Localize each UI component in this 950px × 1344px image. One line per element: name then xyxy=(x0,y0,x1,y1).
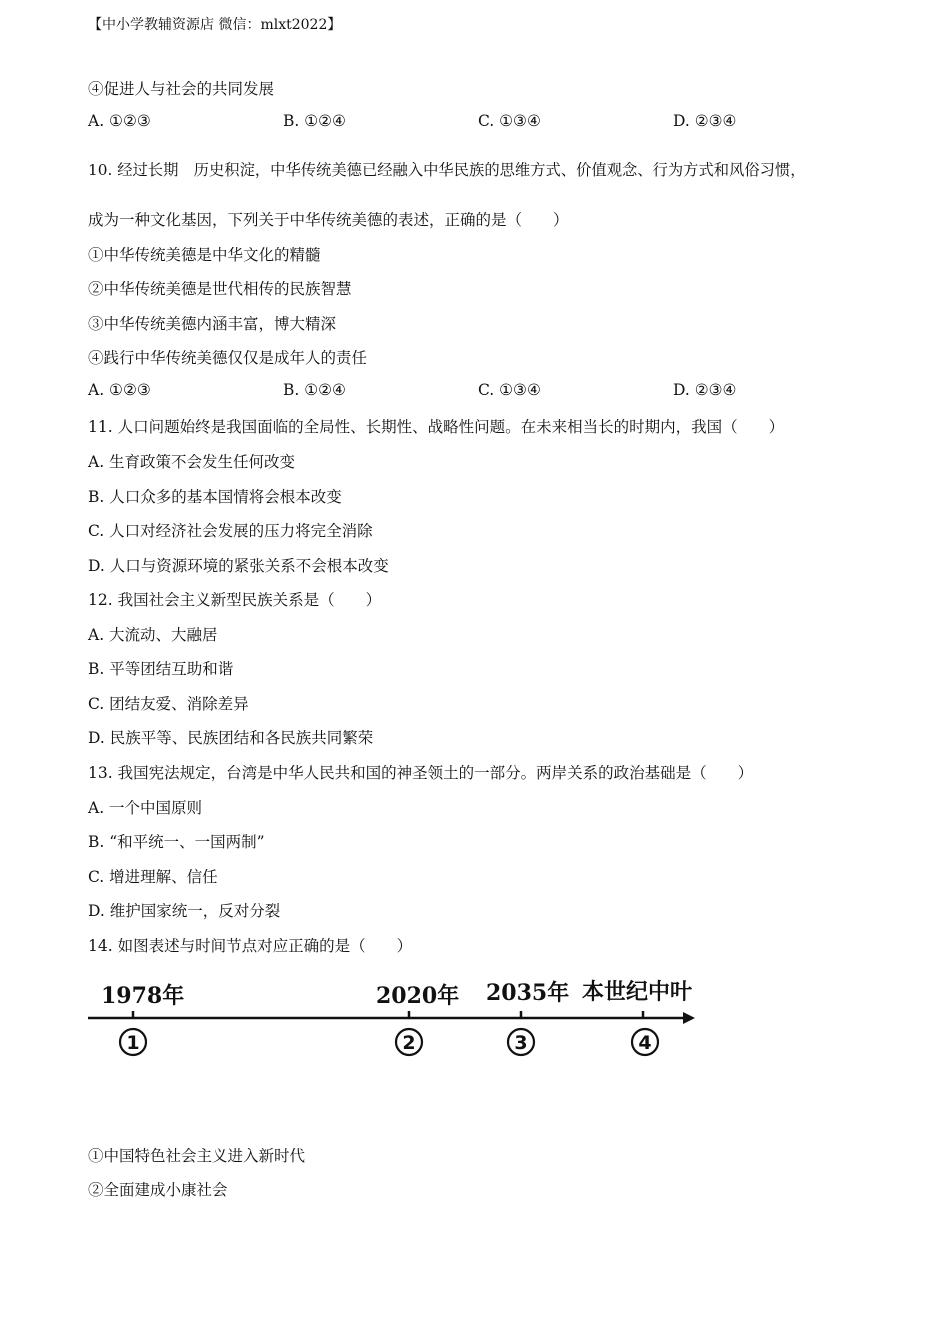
q9-options xyxy=(88,112,868,130)
q13-option-c: C. 增进理解、信任 xyxy=(88,868,218,886)
q10-stem-line-1: 10. 经过长期 历史积淀，中华传统美德已经融入中华民族的思维方式、价值观念、行为方式和风俗习惯， xyxy=(88,161,806,179)
q13-stem: 13. 我国宪法规定，台湾是中华人民共和国的神圣领土的一部分。两岸关系的政治基础是（ ） xyxy=(88,764,754,782)
q10-item-2: ②中华传统美德是世代相传的民族智慧 xyxy=(88,280,352,298)
q12-stem: 12. 我国社会主义新型民族关系是（ ） xyxy=(88,591,382,609)
q13-option-b: B. “和平统一、一国两制” xyxy=(88,833,265,851)
timeline-label-2035: 2035年 xyxy=(486,980,570,1006)
timeline-marker-digit-4: 4 xyxy=(638,1032,652,1054)
q12-option-c: C. 团结友爱、消除差异 xyxy=(88,695,249,713)
q10-options xyxy=(88,381,868,399)
q9-option-c: C. ①③④ xyxy=(478,112,541,130)
q11-stem: 11. 人口问题始终是我国面临的全局性、长期性、战略性问题。在未来相当长的时期内，我国（ ） xyxy=(88,418,785,436)
page-header: 【中小学教辅资源店 微信：mlxt2022】 xyxy=(88,17,342,33)
q10-item-3: ③中华传统美德内涵丰富，博大精深 xyxy=(88,315,337,333)
timeline-figure xyxy=(85,968,705,1068)
q10-option-b: B. ①②④ xyxy=(283,381,346,399)
q11-option-d: D. 人口与资源环境的紧张关系不会根本改变 xyxy=(88,557,389,575)
q11-option-a: A. 生育政策不会发生任何改变 xyxy=(88,453,296,471)
q10-option-a: A. ①②③ xyxy=(88,381,151,399)
q9-option-b: B. ①②④ xyxy=(283,112,346,130)
q9-item-4: ④促进人与社会的共同发展 xyxy=(88,80,275,98)
q13-option-d: D. 维护国家统一，反对分裂 xyxy=(88,902,281,920)
q10-stem-line-2: 成为一种文化基因，下列关于中华传统美德的表述，正确的是（ ） xyxy=(88,211,569,229)
timeline-marker-digit-1: 1 xyxy=(126,1032,140,1054)
timeline-label-2020: 2020年 xyxy=(376,983,460,1009)
q11-option-c: C. 人口对经济社会发展的压力将完全消除 xyxy=(88,522,373,540)
q11-option-b: B. 人口众多的基本国情将会根本改变 xyxy=(88,488,342,506)
q12-option-d: D. 民族平等、民族团结和各民族共同繁荣 xyxy=(88,729,374,747)
timeline-label-mid-century: 本世纪中叶 xyxy=(582,980,693,1005)
q10-item-1: ①中华传统美德是中华文化的精髓 xyxy=(88,246,321,264)
timeline-arrow-icon xyxy=(683,1012,695,1024)
q14-stem: 14. 如图表述与时间节点对应正确的是（ ） xyxy=(88,937,413,955)
timeline-marker-digit-3: 3 xyxy=(514,1032,528,1054)
q9-option-d: D. ②③④ xyxy=(673,112,737,130)
q12-option-b: B. 平等团结互助和谐 xyxy=(88,660,234,678)
timeline-label-1978: 1978年 xyxy=(101,983,185,1009)
q14-item-1: ①中国特色社会主义进入新时代 xyxy=(88,1147,306,1165)
q10-item-4: ④践行中华传统美德仅仅是成年人的责任 xyxy=(88,349,368,367)
q13-option-a: A. 一个中国原则 xyxy=(88,799,203,817)
q10-option-d: D. ②③④ xyxy=(673,381,737,399)
q14-item-2: ②全面建成小康社会 xyxy=(88,1181,228,1199)
q9-option-a: A. ①②③ xyxy=(88,112,151,130)
q10-option-c: C. ①③④ xyxy=(478,381,541,399)
q12-option-a: A. 大流动、大融居 xyxy=(88,626,218,644)
timeline-marker-digit-2: 2 xyxy=(402,1032,416,1054)
